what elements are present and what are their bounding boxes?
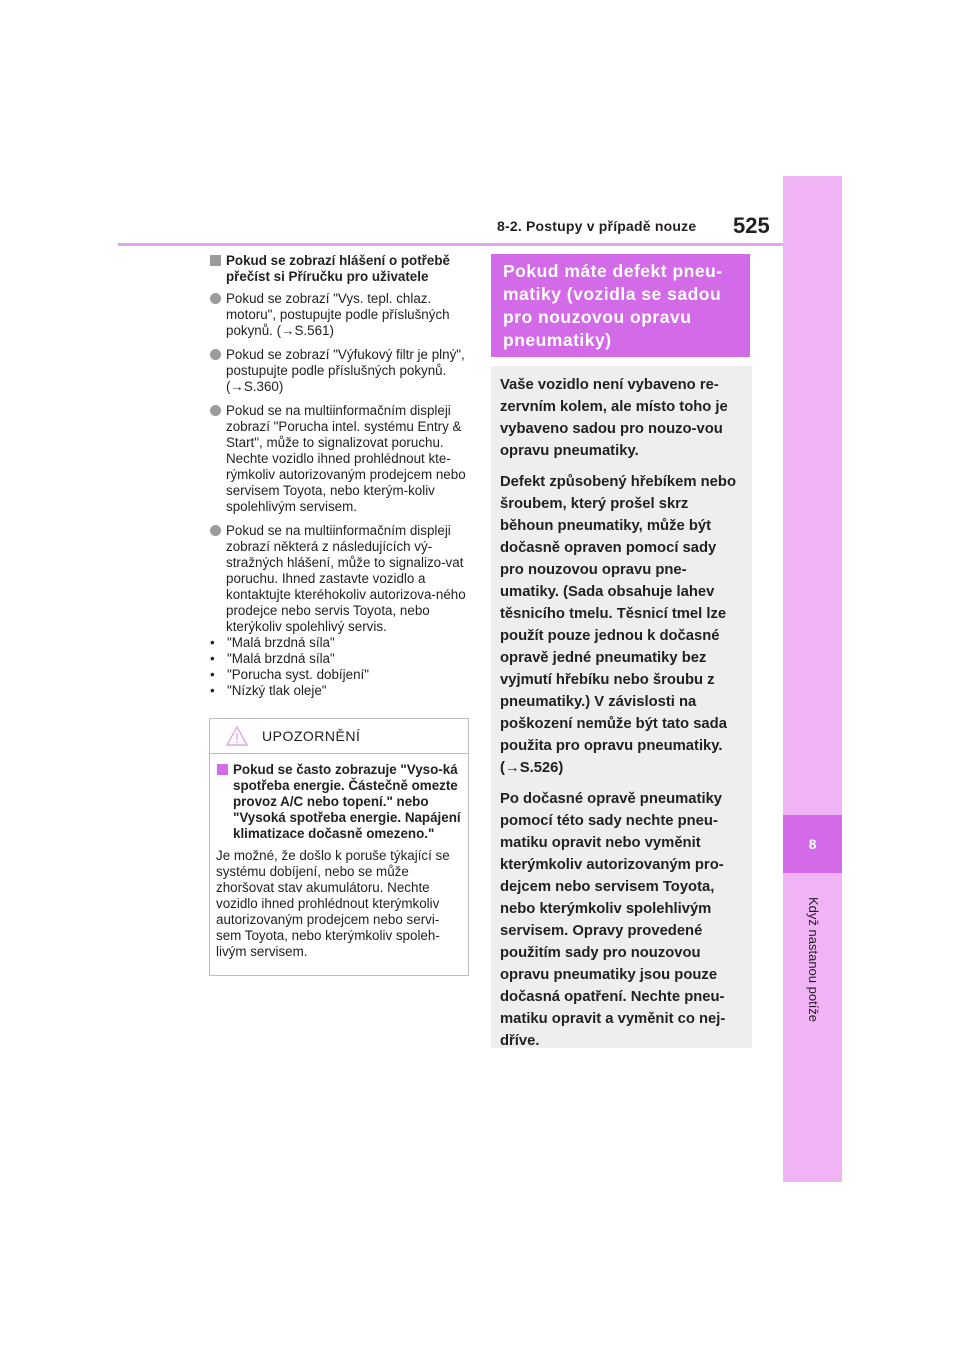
caution-text: Je možné, že došlo k poruše týkající se systému dobíjení, nebo se může zhoršovat stav akumulátoru. Nechte vozidlo ihned prohlédnout kterýmkoliv autorizovaným prodejcem nebo servi-sem Toyota, nebo kterýmkoliv spoleh-livým servisem.	[216, 848, 450, 959]
sub-list	[209, 635, 469, 699]
section-title: Pokud máte defekt pneu-matiky (vozidla se sadou pro nouzovou opravu pneumatiky)	[491, 254, 750, 357]
left-column	[209, 253, 469, 699]
chapter-number: 8	[783, 815, 842, 873]
list-item	[209, 523, 469, 635]
info-paragraph: Vaše vozidlo není vybaveno re-zervním kolem, ale místo toho je vybaveno sadou pro nouzo-vou opravu pneumatiky.	[500, 377, 728, 459]
square-bullet-icon	[217, 764, 228, 775]
message-heading	[209, 253, 469, 285]
dot-marker: •	[210, 651, 215, 666]
square-bullet-icon	[210, 255, 221, 266]
chapter-title: Když nastanou potíže	[806, 897, 821, 1023]
dot-marker: •	[210, 683, 215, 698]
dot-marker: •	[210, 667, 215, 682]
circle-bullet-icon	[210, 525, 221, 536]
caution-header	[210, 719, 468, 754]
sub-list-item	[209, 651, 469, 667]
dot-marker: •	[210, 635, 215, 650]
info-paragraph: Defekt způsobený hřebíkem nebo šroubem, který prošel skrz běhoun pneumatiky, může být dočasně opraven pomocí sady pro nouzovou opravu pne-umatiky. (Sada obsahuje lahev těsnicího tmelu. Těsnicí tmel lze použít pouze jednou k dočasné opravě jedné pneumatiky bez vyjmutí hřebíku nebo šroubu z pneumatiky.) V závislosti na poškození nemůže být tato sada použita pro opravu pneumatiky. (→S.526)	[500, 474, 736, 776]
message-heading-text: Pokud se zobrazí hlášení o potřebě přečíst si Příručku pro uživatele	[226, 253, 450, 284]
caution-heading	[216, 762, 462, 842]
sub-list-item-text: "Nízký tlak oleje"	[227, 683, 327, 698]
sub-list-item	[209, 683, 469, 699]
circle-bullet-icon	[210, 349, 221, 360]
sub-list-item-text: "Porucha syst. dobíjení"	[227, 667, 370, 682]
info-box	[491, 366, 752, 1048]
list-item-text: Pokud se na multiinformačním displeji zobrazí "Porucha intel. systému Entry & Start", může to signalizovat poruchu. Nechte vozidlo ihned prohlédnout kte-rýmkoliv autorizovaným prodejcem nebo servisem Toyota, nebo kterým-koliv spolehlivým servisem.	[226, 403, 466, 514]
caution-body	[210, 754, 468, 960]
header-section: 8-2. Postupy v případě nouze	[497, 218, 697, 234]
caution-heading-text: Pokud se často zobrazuje "Vyso-ká spotřeba energie. Částečně omezte provoz A/C nebo topení." nebo "Vysoká spotřeba energie. Napájení klimatizace dočasně omezeno."	[233, 762, 461, 841]
sub-list-item-text: "Malá brzdná síla"	[227, 651, 335, 666]
header-divider	[118, 243, 783, 246]
list-item	[209, 291, 469, 339]
circle-bullet-icon	[210, 405, 221, 416]
sub-list-item-text: "Malá brzdná síla"	[227, 635, 335, 650]
page-number: 525	[733, 213, 770, 238]
list-item-text: Pokud se zobrazí "Výfukový filtr je plný", postupujte podle příslušných pokynů. (→S.360)	[226, 347, 465, 394]
caution-title: UPOZORNĚNÍ	[262, 728, 361, 744]
sub-list-item	[209, 667, 469, 683]
info-paragraph: Po dočasné opravě pneumatiky pomocí této sady nechte pneu-matiku opravit nebo vyměnit kterýmkoliv autorizovaným pro-dejcem nebo servisem Toyota, nebo kterýmkoliv spolehlivým servisem. Opravy provedené použitím sady pro nouzovou opravu pneumatiky jsou pouze dočasná opatření. Nechte pneu-matiku opravit a vyměnit co nej-dříve.	[500, 791, 726, 1049]
list-item-text: Pokud se na multiinformačním displeji zobrazí některá z následujících vý-stražných hlášení, může to signalizo-vat poruchu. Ihned zastavte vozidlo a kontaktujte kteréhokoliv autorizova-ného prodejce nebo servis Toyota, nebo kterýkoliv spolehlivý servis.	[226, 523, 466, 634]
circle-bullet-icon	[210, 293, 221, 304]
sub-list-item	[209, 635, 469, 651]
caution-box	[209, 718, 469, 976]
list-item	[209, 403, 469, 515]
list-item-text: Pokud se zobrazí "Vys. tepl. chlaz. motoru", postupujte podle příslušných pokynů. (→S.561)	[226, 291, 450, 338]
warning-triangle-icon	[226, 726, 248, 746]
list-item	[209, 347, 469, 395]
